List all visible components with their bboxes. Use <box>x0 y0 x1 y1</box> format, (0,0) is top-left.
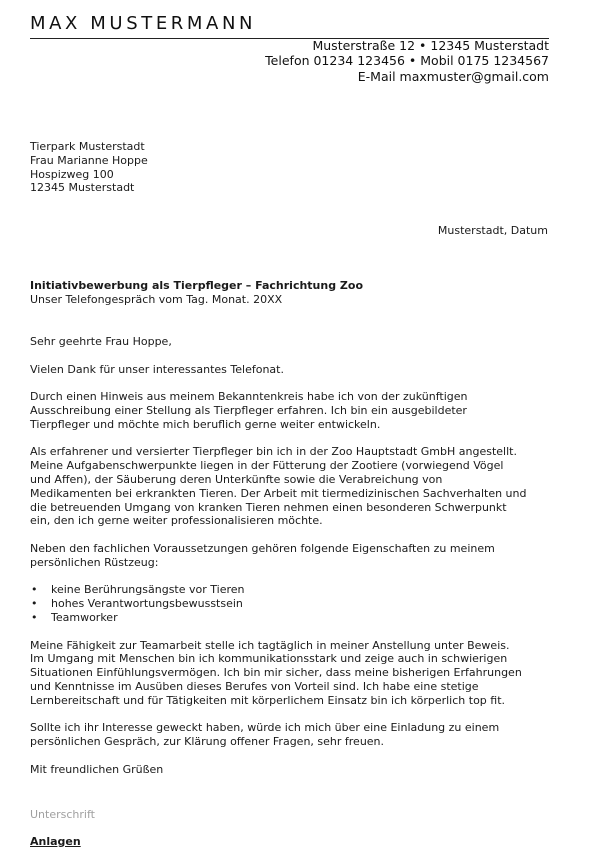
text-line: Meine Aufgabenschwerpunkte liegen in der Fütterung der Zootiere (vorwiegend Vögel <box>30 459 504 473</box>
list-item-text: keine Berührungsängste vor Tieren <box>51 583 245 597</box>
text-line: Im Umgang mit Menschen bin ich kommunikationsstark und zeige auch in schwierigen <box>30 652 508 666</box>
recipient-contact: Frau Marianne Hoppe <box>30 153 148 167</box>
list-item-text: Teamworker <box>51 610 118 624</box>
closing-greeting: Mit freundlichen Grüßen <box>30 762 164 776</box>
text-line: persönlichen Rüstzeug: <box>30 555 159 569</box>
qualities-list <box>30 583 560 624</box>
text-line: und Kenntnisse im Ausüben dieses Berufes von Vorteil sind. Ich habe eine stetige <box>30 679 479 693</box>
attachments-heading: Anlagen <box>30 835 81 848</box>
subject-reference: Unser Telefongespräch vom Tag. Monat. 20XX <box>30 292 283 306</box>
text-line: Ausschreibung einer Stellung als Tierpfleger erfahren. Ich bin ein ausgebildeter <box>30 403 467 417</box>
signature-placeholder: Unterschrift <box>30 808 95 821</box>
text-line: Als erfahrener und versierter Tierpfleger bin ich in der Zoo Hauptstadt GmbH angestellt. <box>30 445 517 459</box>
paragraph-thanks: Vielen Dank für unser interessantes Telefonat. <box>30 362 284 376</box>
text-line: Lernbereitschaft und für Tätigkeiten mit körperlichem Einsatz bin ich körperlich top fit. <box>30 693 506 707</box>
salutation: Sehr geehrte Frau Hoppe, <box>30 335 172 348</box>
text-line: Medikamenten bei erkrankten Tieren. Der Arbeit mit tiermedizinischen Sachverhalten und <box>30 486 527 500</box>
paragraph-qualities-intro <box>30 542 560 570</box>
recipient-city: 12345 Musterstadt <box>30 181 135 195</box>
sender-address: Musterstraße 12 • 12345 Musterstadt <box>312 38 549 53</box>
sender-phones: Telefon 01234 123456 • Mobil 0175 1234567 <box>265 53 549 69</box>
text-line: die betreuenden Umgang von kranken Tieren nehmen einen besonderen Schwerpunkt <box>30 500 507 514</box>
list-item <box>30 611 560 625</box>
sender-contact-block <box>265 38 549 84</box>
text-line: ein, den ich gerne weiter professionalisieren möchte. <box>30 514 323 528</box>
text-line: persönlichen Gespräch, zur Klärung offener Fragen, sehr freuen. <box>30 735 385 749</box>
text-line: Situationen Einfühlungsvermögen. Ich bin mir sicher, dass meine bisherigen Erfahrungen <box>30 666 522 680</box>
bullet-icon: • <box>31 610 38 624</box>
list-item <box>30 597 560 611</box>
text-line: Meine Fähigkeit zur Teamarbeit stelle ich tagtäglich in meiner Anstellung unter Beweis. <box>30 638 510 652</box>
bullet-icon: • <box>31 597 38 611</box>
place-date: Musterstadt, Datum <box>437 224 548 237</box>
text-line: und Affen), der Säuberung deren Unterkünfte sowie die Verabreichung von <box>30 472 443 486</box>
bullet-icon: • <box>31 583 38 597</box>
subject-block <box>30 279 363 307</box>
paragraph-closing-request <box>30 721 560 749</box>
letter-body <box>30 335 560 790</box>
list-item <box>30 583 560 597</box>
paragraph-motivation <box>30 390 560 431</box>
text-line: Durch einen Hinweis aus meinem Bekanntenkreis habe ich von der zukünftigen <box>30 390 468 404</box>
recipient-street: Hospizweg 100 <box>30 167 114 181</box>
text-line: Sollte ich ihr Interesse geweckt haben, würde ich mich über eine Einladung zu einem <box>30 721 500 735</box>
subject-title: Initiativbewerbung als Tierpfleger – Fachrichtung Zoo <box>30 279 364 292</box>
sender-email: E-Mail maxmuster@gmail.com <box>357 68 549 84</box>
paragraph-teamwork <box>30 639 560 708</box>
paragraph-experience <box>30 445 560 528</box>
recipient-company: Tierpark Musterstadt <box>30 140 145 153</box>
text-line: Neben den fachlichen Voraussetzungen gehören folgende Eigenschaften zu meinem <box>30 541 495 555</box>
text-line: Tierpfleger und möchte mich beruflich gerne weiter entwickeln. <box>30 417 381 431</box>
list-item-text: hohes Verantwortungsbewusstsein <box>51 597 243 611</box>
recipient-address <box>30 140 148 195</box>
sender-name: MAX MUSTERMANN <box>30 13 257 34</box>
